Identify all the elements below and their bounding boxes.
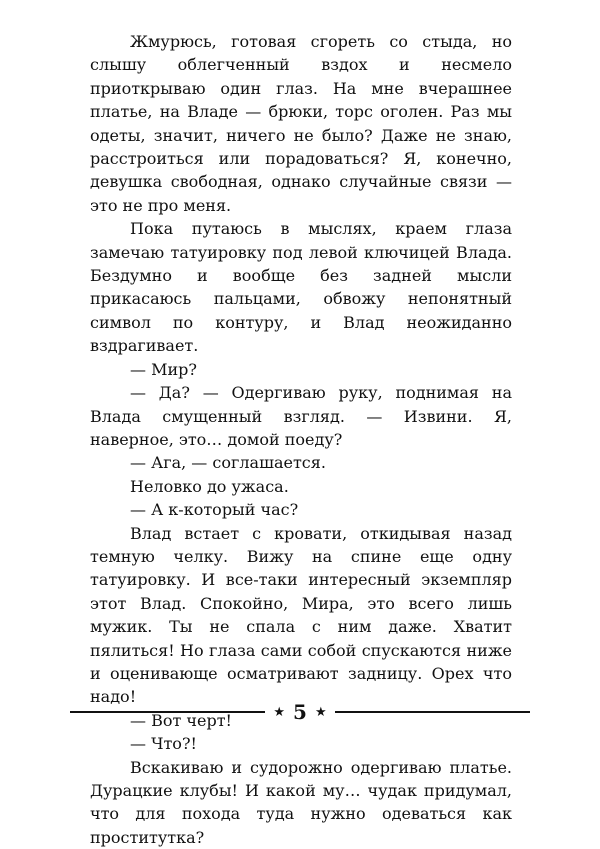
dialogue-line-5: — Вот черт! bbox=[130, 710, 232, 730]
body-text bbox=[90, 30, 512, 849]
page-number: 5 bbox=[293, 700, 307, 724]
dialogue-line-3: — Ага, — соглашается. bbox=[130, 453, 326, 473]
dialogue-line-1: — Мир? bbox=[130, 359, 197, 379]
star-icon: ★ bbox=[273, 704, 286, 720]
paragraph-4: Влад встает с кровати, откидывая назад темную челку. Вижу на спине еще одну татуировку. И все-таки интересный экземпляр этот Влад. Спокойно, Мира, это всего лишь мужик. Ты не спала с ним даже. Хватит пялиться! Но глаза сами собой спускаются ниже и оценивающе осматривают задницу. Орех что надо! bbox=[90, 523, 512, 707]
dialogue-line-2: — Да? — Одергиваю руку, поднимая на Влада смущенный взгляд. — Извини. Я, наверное, это… домой поеду? bbox=[90, 383, 512, 449]
paragraph-3: Неловко до ужаса. bbox=[130, 476, 289, 496]
footer-rule-left bbox=[70, 711, 265, 713]
footer-rule-right bbox=[335, 711, 530, 713]
paragraph-1: Жмурюсь, готовая сгореть со стыда, но слышу облегченный вздох и несмело приоткрываю один глаз. На мне вчерашнее платье, на Владе — брюки, торс оголен. Раз мы одеты, значит, ничего не было? Даже не знаю, расстроиться или порадоваться? Я, конечно, девушка свободная, однако случайные связи — это не про меня. bbox=[90, 32, 512, 215]
dialogue-line-4: — А к-который час? bbox=[130, 500, 299, 520]
paragraph-2: Пока путаюсь в мыслях, краем глаза замечаю татуировку под левой ключицей Влада. Бездумно и вообще без задней мысли прикасаюсь пальцами, обвожу непонятный символ по контуру, и Влад неожиданно вздрагивает. bbox=[90, 219, 512, 356]
page-footer bbox=[70, 700, 530, 724]
paragraph-5: Вскакиваю и судорожно одергиваю платье. Дурацкие клубы! И какой му… чудак придумал, что для похода туда нужно одеваться как проститутка? bbox=[90, 757, 512, 847]
star-icon: ★ bbox=[314, 704, 327, 720]
dialogue-line-6: — Что?! bbox=[130, 734, 197, 754]
